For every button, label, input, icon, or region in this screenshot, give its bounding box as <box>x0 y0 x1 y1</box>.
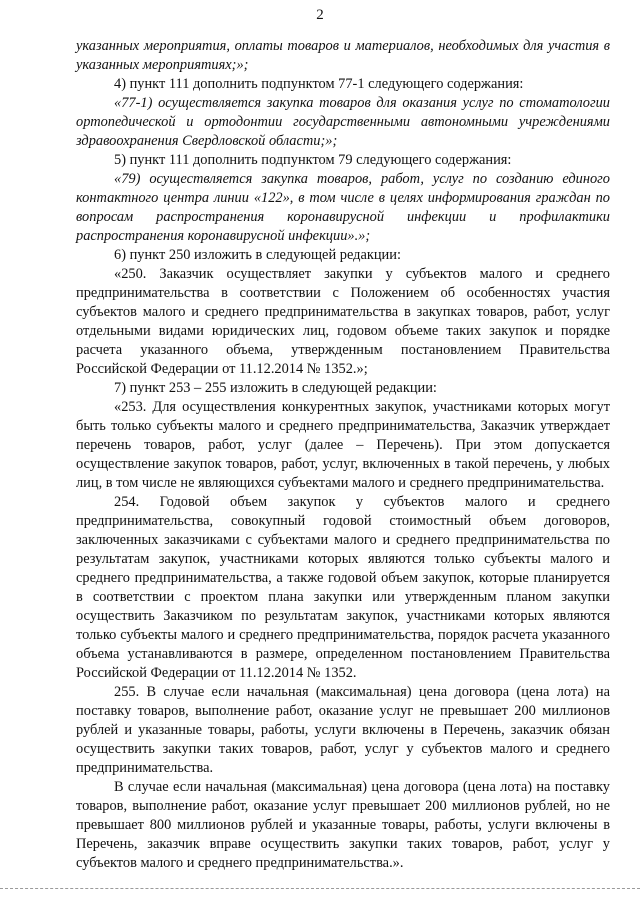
paragraph-clause-255-part-2: В случае если начальная (максимальная) цена договора (цена лота) на поставку товаров, выполнение работ, оказание услуг превышает 200 миллионов рублей, но не превышает 800 миллионов рублей и указанные товары, работы, услуги включены в Перечень, заказчик вправе осуществить закупки таких товаров, работ, услуг у субъектов малого и среднего предпринимательства.». <box>76 779 610 871</box>
paragraph-item-4: 4) пункт 111 дополнить подпунктом 77-1 следующего содержания: <box>114 76 524 92</box>
paragraph-subitem-79: «79) осуществляется закупка товаров, работ, услуг по созданию единого контактного центра линии «122», в том числе в целях информирования граждан по вопросам распространения коронавирусной инфекции и профилактики распространения коронавирусной инфекции».»; <box>76 171 610 244</box>
paragraph-clause-255: 255. В случае если начальная (максимальная) цена договора (цена лота) на поставку товаров, выполнение работ, оказание услуг не превышает 200 миллионов рублей и указанные товары, работы, услуги включены в Перечень, заказчик обязан осуществить закупки таких товаров, работ, услуг у субъектов малого и среднего предпринимательства. <box>76 684 610 776</box>
paragraph-clause-250: «250. Заказчик осуществляет закупки у субъектов малого и среднего предпринимательства в соответствии с Положением об особенностях участия субъектов малого и среднего предпринимательства в закупках товаров, работ, услуг отдельными видами юридических лиц, годовом объеме таких закупок и порядке расчета указанного объема, утвержденным постановлением Правительства Российской Федерации от 11.12.2014 № 1352.»; <box>76 266 610 377</box>
page-number: 2 <box>316 7 324 23</box>
page-bottom-divider <box>0 888 640 889</box>
paragraph-item-5: 5) пункт 111 дополнить подпунктом 79 следующего содержания: <box>114 152 512 168</box>
paragraph-item-7: 7) пункт 253 – 255 изложить в следующей редакции: <box>114 380 437 396</box>
paragraph-continuation: указанных мероприятия, оплаты товаров и материалов, необходимых для участия в указанных мероприятиях;»; <box>76 38 610 73</box>
paragraph-item-6: 6) пункт 250 изложить в следующей редакции: <box>114 247 401 263</box>
paragraph-clause-254: 254. Годовой объем закупок у субъектов малого и среднего предпринимательства, совокупный годовой стоимостный объем договоров, заключенных заказчиками с субъектами малого и среднего предпринимательства по результатам закупок, участниками которых являются только субъекты малого и среднего предпринимательства, а также годовой объем закупок, которые планируется в соответствии с проектом плана закупки или утвержденным планом закупки осуществить Заказчиком по результатам закупок, участниками которых являются только субъекты малого и среднего предпринимательства, порядок расчета указанного объема устанавливаются в размере, определенном постановлением Правительства Российской Федерации от 11.12.2014 № 1352. <box>76 494 610 681</box>
paragraph-clause-253: «253. Для осуществления конкурентных закупок, участниками которых могут быть только субъекты малого и среднего предпринимательства, Заказчик утверждает перечень товаров, работ, услуг (далее – Перечень). При этом допускается осуществление закупок товаров, работ, услуг, включенных в такой перечень, у любых лиц, в том числе не являющихся субъектами малого и среднего предпринимательства. <box>76 399 610 491</box>
document-body <box>76 37 610 873</box>
paragraph-subitem-77-1: «77-1) осуществляется закупка товаров для оказания услуг по стоматологии ортопедической и ортодонтии государственными автономными учреждениями здравоохранения Свердловской области;»; <box>76 95 610 149</box>
